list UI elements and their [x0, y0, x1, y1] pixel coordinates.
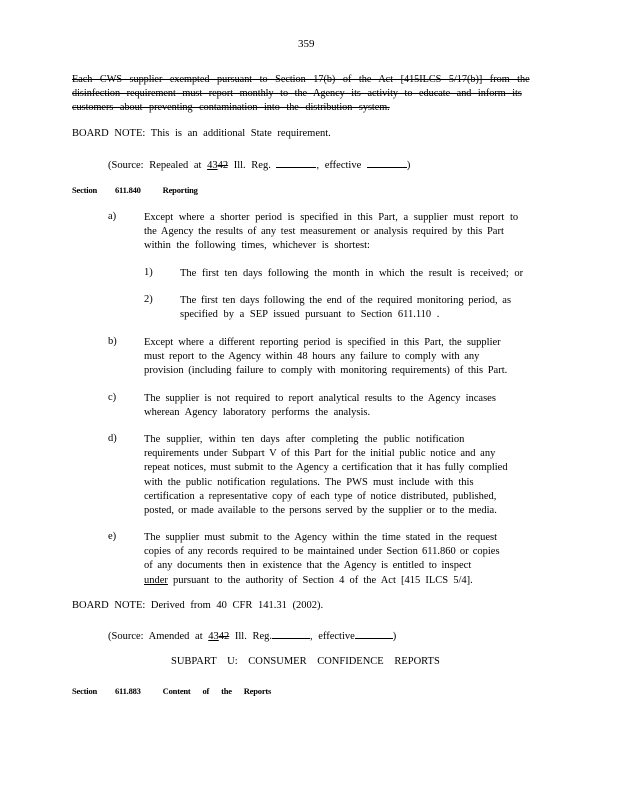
source-effective: , effective [310, 631, 355, 642]
section-number: Section 611.883 [72, 686, 141, 696]
volume-old: 43 [207, 160, 218, 171]
volume-new: 42 [217, 160, 229, 171]
board-note: BOARD NOTE: This is an additional State requirement. [72, 128, 331, 139]
board-note: BOARD NOTE: Derived from 40 CFR 141.31 (2002). [72, 600, 324, 611]
source-mid: Ill. Reg. [229, 631, 273, 642]
section-number: Section 611.840 [72, 185, 141, 195]
repealed-line: disinfection requirement must report monthly to the Agency its activity to educate and inform its [72, 88, 522, 99]
inserted-text: under [144, 574, 168, 586]
item-text: The supplier, within ten days after completing the public notification requirements under Subpart V of this Part for the initial public notice and any repeat notices, must submit to the Agency a certification that it has fully complied with the public notification regulations. The PWS must include with this certification a representative copy of each type of notice distributed, published, posted, or made available to the persons served by the supplier or to the media. [144, 434, 508, 517]
item-text: The supplier must submit to the Agency within the time stated in the request copies of any records required to be maintained under Section 611.860 or copies of any documents then in existence that the Agency is entitled to inspect under pursuant to the authority of Section 4 of the Act [415 ILCS 5/4]. [144, 532, 500, 586]
source-note [108, 628, 396, 642]
section-title: Content of the Reports [162, 686, 272, 696]
volume-old: 43 [208, 631, 219, 642]
subitem-label: 2) [144, 294, 153, 305]
section-title: Reporting [162, 185, 198, 195]
source-suffix: ) [392, 631, 397, 642]
subitem-text: The first ten days following the end of the required monitoring period, as specified by a SEP issued pursuant to Section 611.110 . [180, 295, 512, 321]
effective-date-blank [355, 628, 393, 639]
register-page-blank [276, 157, 316, 168]
volume-new: 42 [218, 631, 230, 642]
item-text: Except where a different reporting period is specified in this Part, the supplier must report to the Agency within 48 hours any failure to comply with any provision (including failure to comply with monitoring requirements) of this Part. [144, 337, 508, 377]
item-label: a) [108, 211, 117, 222]
source-prefix: (Source: Repealed at [108, 160, 208, 171]
source-effective: , effective [316, 160, 367, 171]
source-prefix: (Source: Amended at [108, 631, 209, 642]
item-text: Except where a shorter period is specified in this Part, a supplier must report to the Agency the results of any test measurement or analysis required by this Part within the following times, whichever is shortest: [144, 212, 519, 252]
subitem-label: 1) [144, 267, 153, 278]
repealed-paragraph [72, 73, 542, 115]
section-heading [72, 185, 198, 195]
repealed-line: customers about preventing contamination into the distribution system. [72, 102, 390, 113]
subpart-heading: SUBPART U: CONSUMER CONFIDENCE REPORTS [171, 656, 440, 667]
effective-date-blank [367, 157, 407, 168]
source-suffix: ) [406, 160, 411, 171]
item-text: The supplier is not required to report analytical results to the Agency incases wherean Agency laboratory performs the analysis. [144, 393, 496, 419]
section-heading [72, 686, 271, 696]
register-page-blank [272, 628, 310, 639]
page-number: 359 [298, 38, 315, 50]
subitem-text: The first ten days following the month in which the result is received; or [180, 268, 524, 279]
item-label: b) [108, 336, 117, 347]
repealed-line: Each CWS supplier exempted pursuant to Section 17(b) of the Act [415ILCS 5/17(b)] from the [72, 74, 530, 85]
source-mid: Ill. Reg. [228, 160, 277, 171]
item-label: c) [108, 392, 117, 403]
item-label: e) [108, 531, 117, 542]
item-label: d) [108, 433, 117, 444]
source-note [108, 157, 410, 171]
